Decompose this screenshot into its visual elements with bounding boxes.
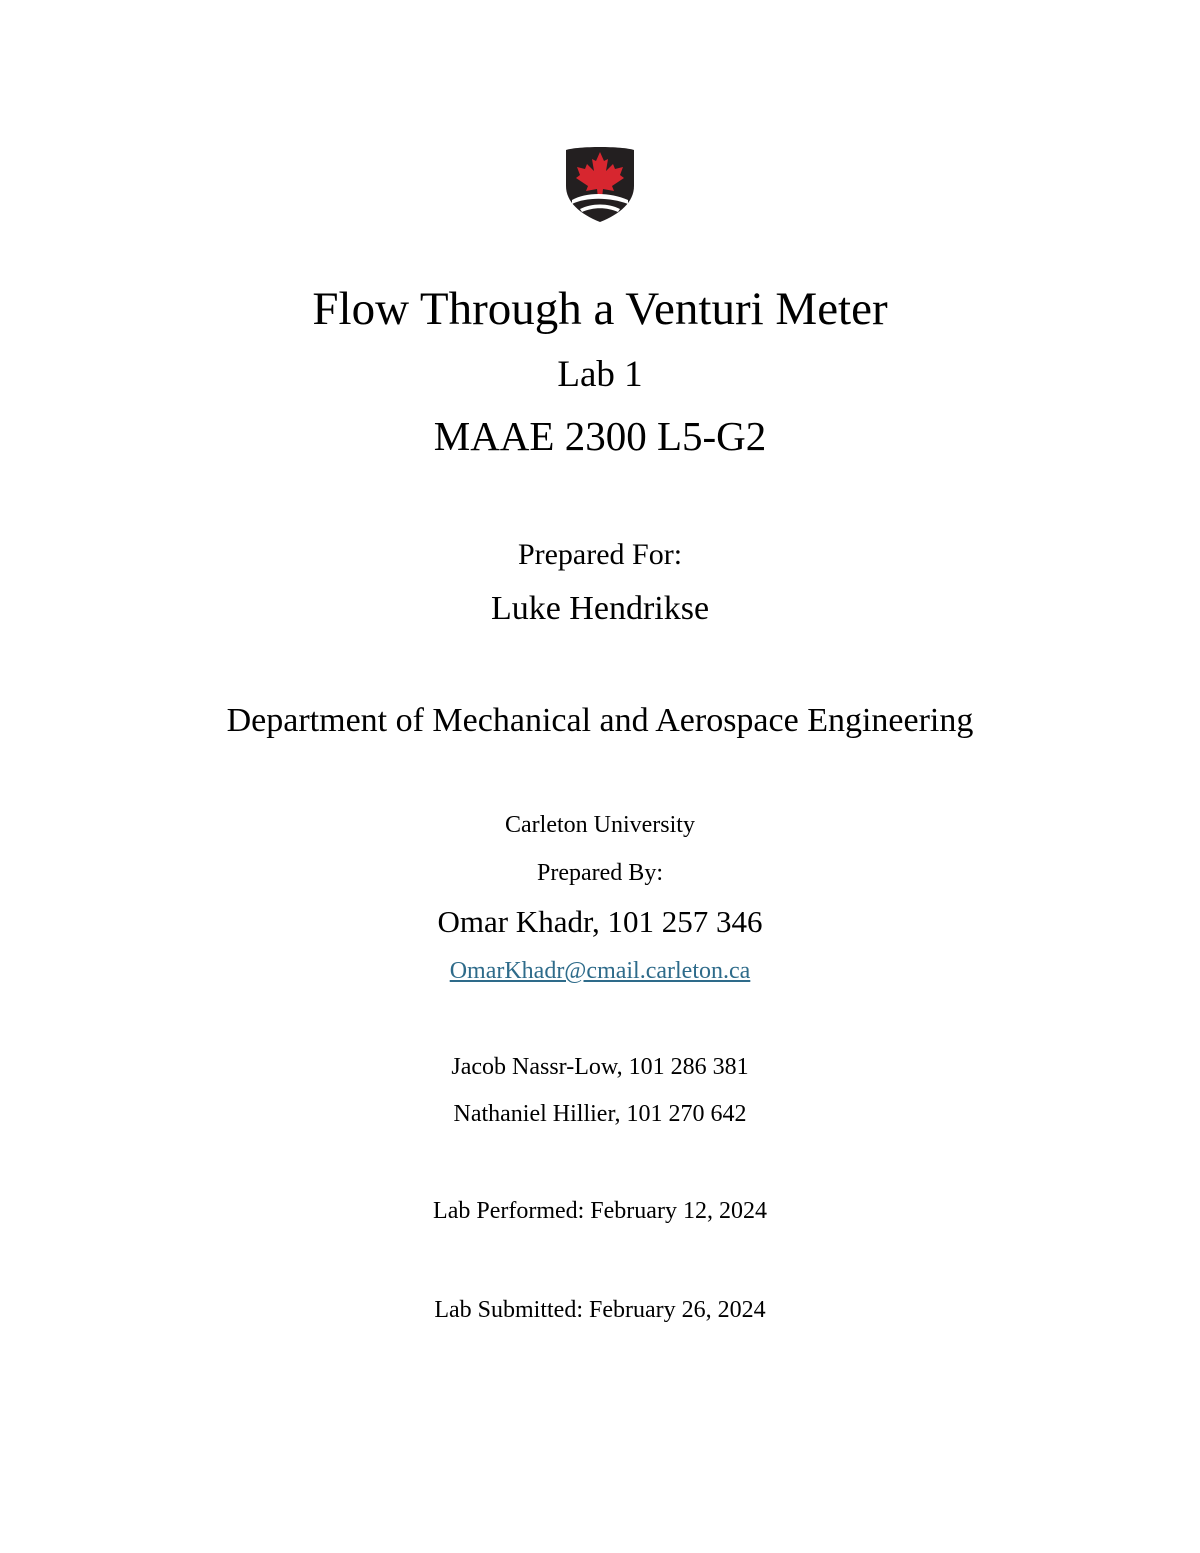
university-shield-logo-icon	[562, 142, 638, 224]
prepared-for-label: Prepared For:	[517, 538, 683, 571]
department-name: Department of Mechanical and Aerospace Engineering	[226, 702, 974, 739]
lab-number: Lab 1	[557, 354, 643, 395]
author-email-line	[0, 959, 1200, 983]
lab-performed-date: Lab Performed: February 12, 2024	[433, 1198, 767, 1224]
course-code: MAAE 2300 L5-G2	[433, 413, 767, 459]
recipient-name: Luke Hendrikse	[490, 590, 710, 627]
report-title: Flow Through a Venturi Meter	[312, 283, 888, 335]
university-name: Carleton University	[505, 812, 695, 838]
prepared-by-label: Prepared By:	[537, 860, 663, 886]
author-email-link[interactable]: OmarKhadr@cmail.carleton.ca	[449, 958, 751, 984]
lab-submitted-date: Lab Submitted: February 26, 2024	[434, 1297, 766, 1323]
author-3: Nathaniel Hillier, 101 270 642	[453, 1101, 747, 1127]
author-2: Jacob Nassr-Low, 101 286 381	[451, 1054, 749, 1080]
primary-author: Omar Khadr, 101 257 346	[437, 904, 763, 939]
